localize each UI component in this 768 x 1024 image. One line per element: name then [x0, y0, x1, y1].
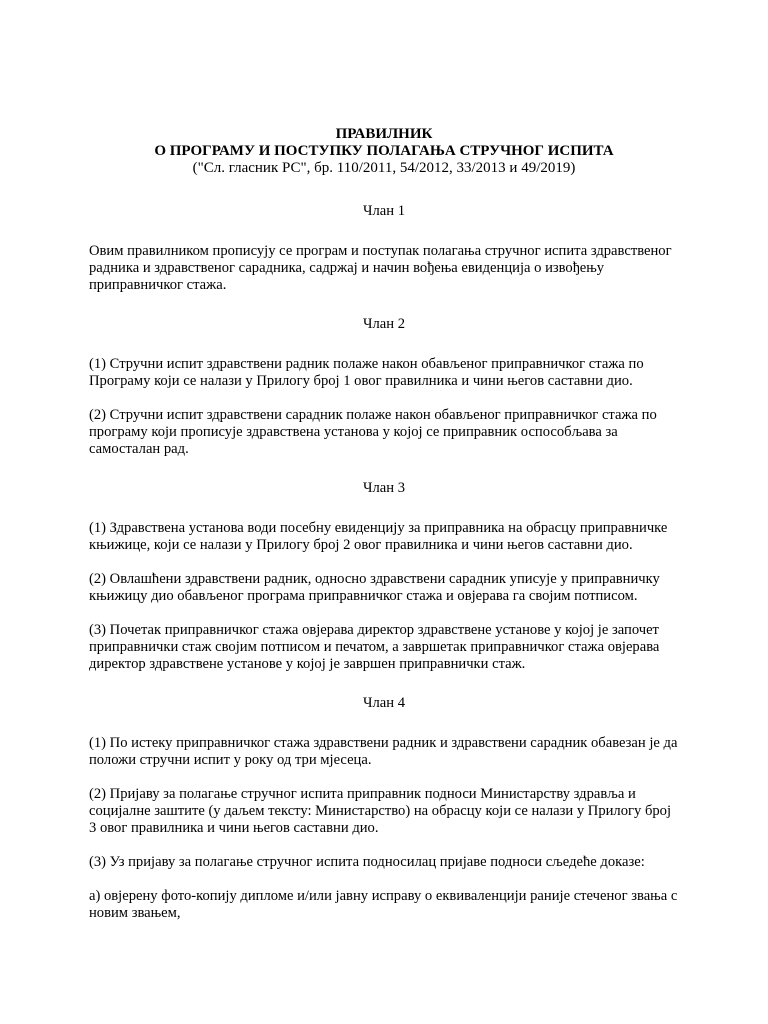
article-4 [89, 695, 679, 922]
document-title: ПРАВИЛНИК [335, 126, 433, 142]
article-1 [89, 203, 679, 294]
article-heading: Члан 2 [363, 316, 405, 332]
article-2 [89, 316, 679, 458]
document-subtitle: О ПРОГРАМУ И ПОСТУПКУ ПОЛАГАЊА СТРУЧНОГ ИСПИТА [154, 143, 614, 159]
article-heading: Члан 4 [363, 695, 405, 711]
article-paragraph: Овим правилником прописују се програм и поступак полагања стручног испита здравственог радника и здравственог сарадника, садржај и начин вођења евиденција о извођењу приправничког стажа. [89, 243, 672, 293]
article-paragraph: (1) Стручни испит здравствени радник полаже након обављеног приправничког стажа по Програму који се налази у Прилогу број 1 овог правилника и чини његов саставни дио. [89, 356, 644, 389]
article-paragraph: (2) Пријаву за полагање стручног испита приправник подноси Министарству здравља и социјалне заштите (у даљем тексту: Министарство) на обрасцу који се налази у Прилогу број 3 овог правилника и чини његов саставни дио. [89, 786, 672, 836]
article-3 [89, 480, 679, 673]
article-paragraph: (2) Стручни испит здравствени сарадник полаже након обављеног приправничког стажа по програму који прописује здравствена установа у којој се приправник оспособљава за самосталан рад. [89, 407, 657, 457]
article-paragraph: (1) По истеку приправничког стажа здравствени радник и здравствени сарадник обавезан је да положи стручни испит у року од три мјесеца. [89, 735, 678, 768]
gazette-reference: ("Сл. гласник РС", бр. 110/2011, 54/2012, 33/2013 и 49/2019) [192, 160, 576, 176]
article-paragraph: (2) Овлашћени здравствени радник, односно здравствени сарадник уписује у приправничку књижицу дио обављеног програма приправничког стажа и овјерава га својим потписом. [89, 571, 660, 604]
article-paragraph: а) овјерену фото-копију дипломе и/или јавну исправу о еквиваленцији раније стеченог звања с новим звањем, [89, 888, 678, 921]
article-paragraph: (3) Уз пријаву за полагање стручног испита подносилац пријаве подноси сљедеће доказе: [89, 854, 645, 870]
article-heading: Члан 3 [363, 480, 405, 496]
document-header [89, 126, 679, 177]
document-page [89, 126, 679, 939]
article-heading: Члан 1 [363, 203, 405, 219]
article-paragraph: (1) Здравствена установа води посебну евиденцију за приправника на обрасцу приправничке књижице, који се налази у Прилогу број 2 овог правилника и чини његов саставни дио. [89, 520, 668, 553]
article-paragraph: (3) Почетак приправничког стажа овјерава директор здравствене установе у којој је започет приправнички стаж својим потписом и печатом, а завршетак приправничког стажа овјерава директор здравствене установе у којој је завршен приправнички стаж. [89, 622, 660, 672]
